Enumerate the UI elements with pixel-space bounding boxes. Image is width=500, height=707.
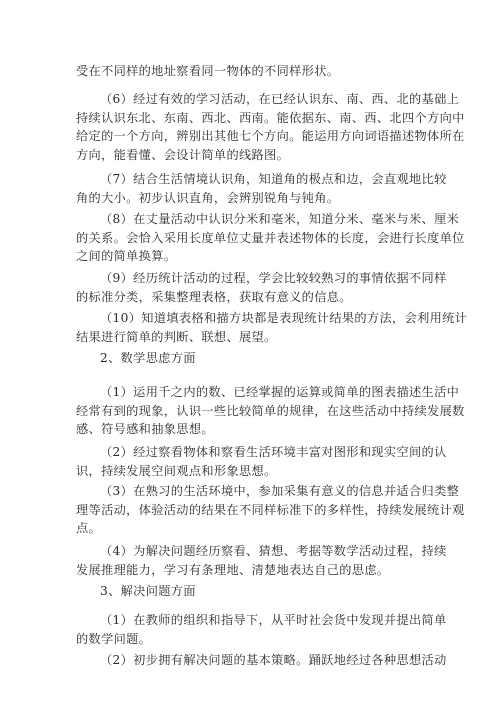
text-line: （2）初步拥有解决问题的基本策略。踊跃地经过各种思想活动 xyxy=(100,653,447,667)
text-line: （8）在丈量活动中认识分米和毫米，知道分米、毫米与米、厘米 xyxy=(100,212,460,226)
paragraph-continuation xyxy=(76,62,426,81)
text-line: （1）在教师的组织和指导下，从平时社会货中发现并提出简单 xyxy=(100,613,447,627)
text-line: 受在不同样的地址察看同一物体的不同样形状。 xyxy=(76,64,340,78)
text-line: 角的大小。初步认识直角，会辨别锐角与钝角。 xyxy=(76,190,340,205)
text-line: （3）在熟习的生活环境中，参加采集有意义的信息并适合归类整 xyxy=(100,484,460,498)
paragraph-item-8 xyxy=(76,210,465,266)
text-line: （9）经历统计活动的过程，学会比较较熟习的事情依据不同样 xyxy=(100,271,447,285)
paragraph-problem-item-2 xyxy=(76,651,447,670)
text-line: 持续认识东北、东南、西北、西南。能依据东、南、西、北四个方向中 xyxy=(76,110,465,125)
paragraph-item-1 xyxy=(76,383,465,439)
paragraph-item-4 xyxy=(76,542,447,579)
text-line: 点。 xyxy=(76,521,102,536)
text-line: （4）为解决问题经历察看、猜想、考据等数学活动过程，持续 xyxy=(100,544,447,558)
text-line: 识，持续发展空间观点和形象思想。 xyxy=(76,463,277,478)
paragraph-item-7 xyxy=(76,170,447,207)
text-line: 理等活动，体验活动的结果在不同样标准下的多样性，持续发展统计观 xyxy=(76,502,465,517)
paragraph-item-9 xyxy=(76,269,447,306)
text-line: 给定的一个方向，辨别出其他七个方向。能运用方向词语描述物体所在 xyxy=(76,129,465,144)
text-line: 的标准分类，采集整理表格，获取有意义的信息。 xyxy=(76,289,352,304)
section-heading-math-thinking: 2、数学思虑方面 xyxy=(100,351,196,365)
text-line: 结果进行简单的判断、联想、展望。 xyxy=(76,329,277,344)
paragraph-problem-item-1 xyxy=(76,611,447,648)
paragraph-item-3 xyxy=(76,482,465,538)
text-line: 之间的简单换算。 xyxy=(76,249,177,264)
text-line: 的关系。会恰入采用长度单位丈量并表述物体的长度，会进行长度单位 xyxy=(76,230,465,245)
text-line: （7）结合生活情境认识角，知道角的极点和边，会直观地比较 xyxy=(100,172,447,186)
text-line: 方向，能看懂、会设计简单的线路图。 xyxy=(76,147,290,162)
text-line: （2）经过察看物体和察看生活环境丰富对图形和现实空间的认 xyxy=(100,445,447,459)
text-line: 发展推理能力，学习有条理地、清楚地表达自己的思虑。 xyxy=(76,562,390,577)
paragraph-item-10 xyxy=(76,309,468,346)
text-line: 感、符号感和抽象思想。 xyxy=(76,422,214,437)
paragraph-item-6 xyxy=(76,90,465,164)
text-line: 经常有到的现象，认识一些比较简单的规律，在这些活动中持续发展数 xyxy=(76,403,465,418)
text-line: 的数学问题。 xyxy=(76,631,152,646)
text-line: （6）经过有效的学习活动，在已经认识东、南、西、北的基础上 xyxy=(100,92,460,106)
text-line: （10）知道填表格和描方块都是表现统计结果的方法，会利用统计 xyxy=(100,311,468,325)
paragraph-item-2 xyxy=(76,443,447,480)
section-heading-problem-solving: 3、解决问题方面 xyxy=(100,584,196,598)
text-line: （1）运用千之内的数、已经掌握的运算或简单的图表描述生活中 xyxy=(100,385,460,399)
